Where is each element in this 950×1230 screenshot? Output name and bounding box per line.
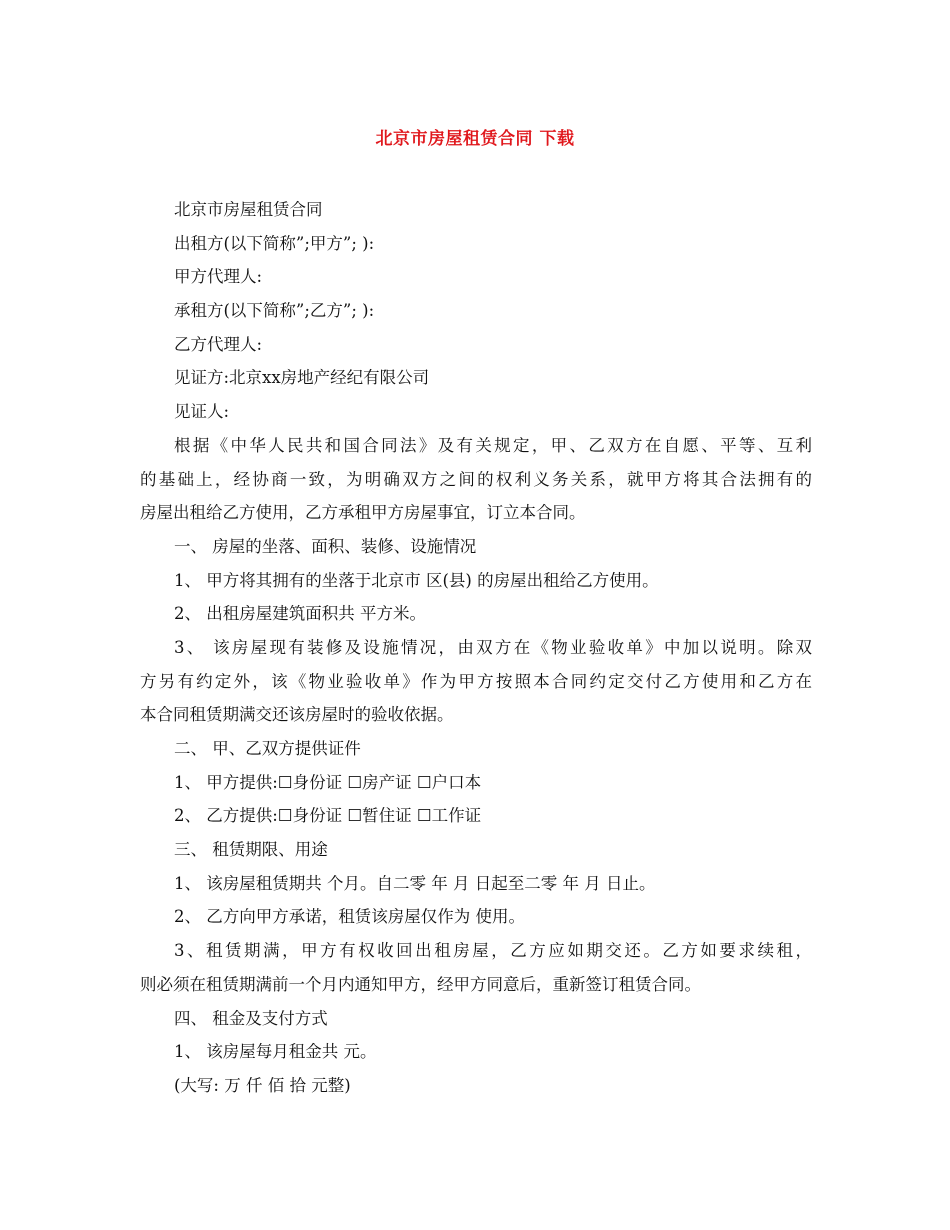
text-line: 承租方(以下简称”;乙方”; ): [174, 301, 375, 321]
text-line: 2、 乙方向甲方承诺，租赁该房屋仅作为 使用。 [174, 907, 525, 927]
text-line: 乙方代理人: [174, 334, 263, 354]
text-line: 甲方代理人: [174, 267, 263, 287]
text-line: 房屋出租给乙方使用，乙方承租甲方房屋事宜，订立本合同。 [140, 503, 586, 523]
text-line: 3、租赁期满，甲方有权收回出租房屋，乙方应如期交还。乙方如要求续租， [174, 941, 812, 961]
document-body [140, 193, 812, 1103]
text-line: 1、 甲方将其拥有的坐落于北京市 区(县) 的房屋出租给乙方使用。 [174, 570, 659, 590]
text-line: 北京市房屋租赁合同 [174, 200, 323, 219]
text-line: 四、 租金及支付方式 [174, 1008, 328, 1028]
text-line: 三、 租赁期限、用途 [174, 840, 328, 860]
text-line: 见证方:北京xx房地产经纪有限公司 [174, 368, 430, 388]
text-line: 一、 房屋的坐落、面积、装修、设施情况 [174, 536, 477, 556]
text-line: 2、 出租房屋建筑面积共 平方米。 [174, 604, 426, 624]
text-line: 1、 该房屋每月租金共 元。 [174, 1042, 377, 1062]
text-line: (大写: 万 仟 佰 拾 元整) [174, 1075, 351, 1095]
text-line: 本合同租赁期满交还该房屋时的验收依据。 [140, 705, 454, 725]
text-line: 1、 甲方提供:☐身份证 ☐房产证 ☐户口本 [174, 772, 482, 792]
text-line: 根据《中华人民共和国合同法》及有关规定，甲、乙双方在自愿、平等、互利 [174, 435, 812, 455]
text-line: 1、 该房屋租赁期共 个月。自二零 年 月 日起至二零 年 月 日止。 [174, 873, 656, 893]
document-title: 北京市房屋租赁合同 下载 [375, 129, 575, 149]
text-line: 出租方(以下简称”;甲方”; ): [174, 233, 375, 253]
text-line: 见证人: [174, 402, 230, 422]
text-line: 的基础上，经协商一致，为明确双方之间的权利义务关系，就甲方将其合法拥有的 [140, 469, 812, 489]
text-line: 3、 该房屋现有装修及设施情况，由双方在《物业验收单》中加以说明。除双 [174, 637, 812, 657]
text-line: 方另有约定外，该《物业验收单》作为甲方按照本合同约定交付乙方使用和乙方在 [140, 671, 812, 691]
text-line: 2、 乙方提供:☐身份证 ☐暂住证 ☐工作证 [174, 806, 482, 826]
text-line: 二、 甲、乙双方提供证件 [174, 739, 361, 758]
text-line: 则必须在租赁期满前一个月内通知甲方，经甲方同意后，重新签订租赁合同。 [140, 974, 701, 994]
